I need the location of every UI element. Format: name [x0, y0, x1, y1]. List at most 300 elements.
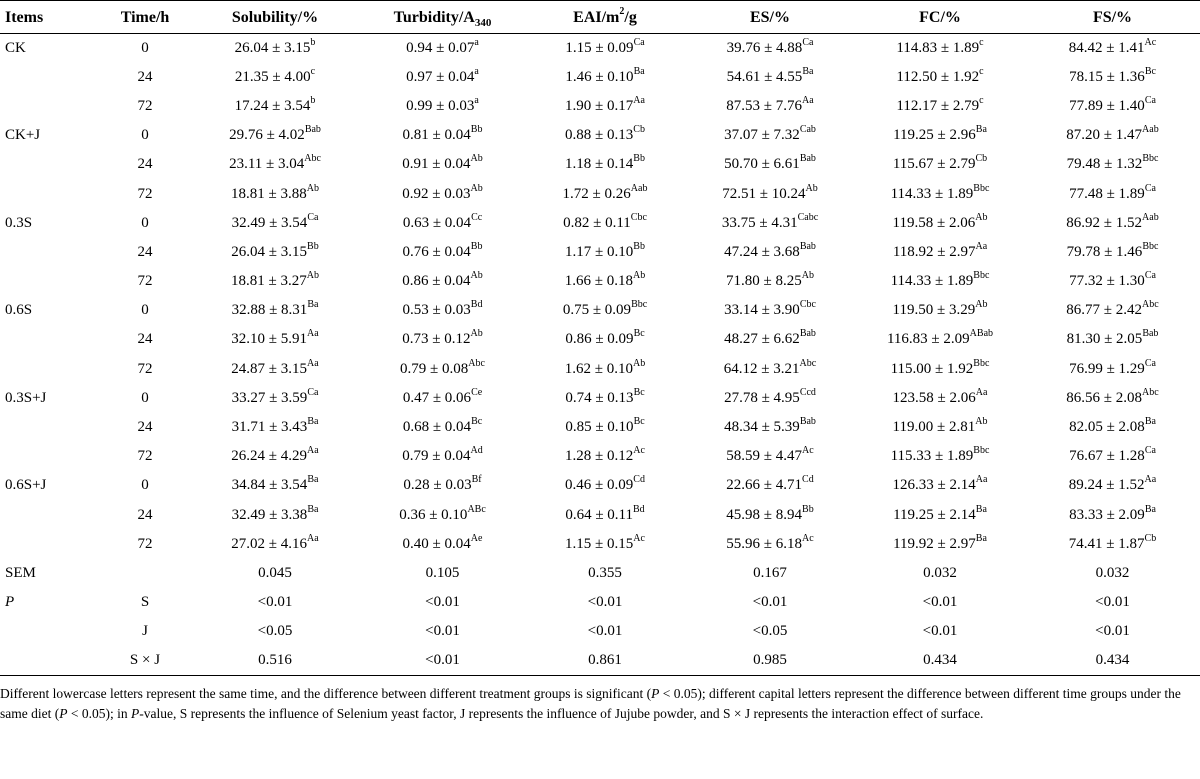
row-time: 24 — [137, 419, 153, 436]
cell-value: 0.97 ± 0.04 — [406, 68, 475, 85]
cell-fs — [1025, 296, 1200, 325]
table-row — [0, 238, 1200, 267]
cell-value: 1.15 ± 0.09 — [565, 39, 634, 56]
cell-eai — [525, 63, 685, 92]
cell-eai — [525, 34, 685, 63]
cell-letters: Ac — [1144, 36, 1157, 48]
table-row — [0, 63, 1200, 92]
cell-eai — [525, 92, 685, 121]
row-time: 0 — [141, 302, 149, 319]
cell-letters: Aa — [307, 328, 319, 340]
cell-eai — [525, 384, 685, 413]
row-item — [0, 501, 100, 530]
table-body — [0, 34, 1200, 676]
cell-value: 71.80 ± 8.25 — [726, 273, 802, 290]
cell-value: 0.91 ± 0.04 — [402, 156, 471, 173]
cell-letters: Ab — [470, 182, 483, 194]
header-fc: FC/% — [855, 1, 1025, 34]
cell-value: 114.33 ± 1.89 — [890, 273, 974, 290]
cell-letters: Bf — [471, 474, 482, 486]
cell-value: 0.86 ± 0.04 — [402, 273, 471, 290]
stats-fc: 0.032 — [923, 564, 957, 581]
cell-value: 0.76 ± 0.04 — [402, 243, 471, 260]
cell-value: 33.27 ± 3.59 — [231, 389, 308, 406]
cell-value: 32.49 ± 3.54 — [231, 214, 308, 231]
footnote-p3: P — [130, 706, 140, 721]
cell-fc — [855, 296, 1025, 325]
cell-solubility — [190, 209, 360, 238]
cell-turbidity — [360, 413, 525, 442]
cell-value: 89.24 ± 1.52 — [1068, 477, 1145, 494]
cell-fc — [855, 384, 1025, 413]
cell-value: 18.81 ± 3.27 — [231, 273, 307, 290]
row-time: 72 — [137, 185, 153, 202]
cell-letters: Aab — [1142, 211, 1159, 223]
cell-eai — [525, 325, 685, 354]
cell-value: 115.67 ± 2.79 — [892, 156, 976, 173]
cell-es — [685, 63, 855, 92]
cell-turbidity — [360, 150, 525, 179]
cell-solubility — [190, 150, 360, 179]
cell-letters: Aa — [975, 474, 988, 486]
cell-letters: Ca — [307, 211, 319, 223]
header-eai-main: EAI/m — [573, 8, 620, 26]
stats-row — [0, 617, 1200, 646]
cell-letters: Abc — [304, 153, 321, 165]
cell-letters: Ab — [633, 270, 646, 282]
cell-letters: Ab — [975, 211, 988, 223]
cell-value: 115.33 ± 1.89 — [890, 448, 974, 465]
cell-letters: c — [979, 36, 984, 48]
cell-letters: Bbc — [973, 182, 990, 194]
cell-value: 76.67 ± 1.28 — [1069, 448, 1145, 465]
cell-es — [685, 267, 855, 296]
cell-fs — [1025, 209, 1200, 238]
row-item: 0.6S — [5, 302, 33, 319]
stats-time: J — [142, 623, 148, 640]
cell-turbidity — [360, 121, 525, 150]
cell-letters: Ac — [802, 445, 814, 457]
cell-letters: ABab — [969, 328, 994, 340]
cell-letters: Abc — [1142, 386, 1159, 398]
header-fs: FS/% — [1025, 1, 1200, 34]
cell-value: 48.27 ± 6.62 — [724, 331, 800, 348]
cell-letters: Bab — [799, 240, 816, 252]
cell-fs — [1025, 501, 1200, 530]
cell-value: 0.92 ± 0.03 — [402, 185, 471, 202]
cell-value: 79.78 ± 1.46 — [1066, 243, 1143, 260]
cell-value: 22.66 ± 4.71 — [726, 477, 803, 494]
stats-es: 0.167 — [753, 564, 787, 581]
cell-fs — [1025, 530, 1200, 559]
cell-letters: Bab — [799, 416, 816, 428]
cell-value: 119.25 ± 2.96 — [893, 127, 976, 144]
cell-value: 64.12 ± 3.21 — [723, 360, 800, 377]
cell-letters: c — [979, 94, 984, 106]
cell-value: 0.63 ± 0.04 — [402, 214, 472, 231]
table-footnote — [0, 684, 1195, 724]
cell-value: 119.00 ± 2.81 — [892, 419, 976, 436]
cell-fc — [855, 413, 1025, 442]
cell-letters: Ba — [633, 65, 645, 77]
cell-turbidity — [360, 92, 525, 121]
cell-value: 87.20 ± 1.47 — [1066, 127, 1143, 144]
cell-fs — [1025, 238, 1200, 267]
cell-value: 86.77 ± 2.42 — [1066, 302, 1143, 319]
cell-eai — [525, 238, 685, 267]
cell-letters: Ac — [633, 445, 645, 457]
cell-value: 77.48 ± 1.89 — [1069, 185, 1145, 202]
cell-letters: Aa — [1144, 474, 1157, 486]
stats-turbidity: <0.01 — [360, 646, 525, 675]
cell-value: 0.28 ± 0.03 — [403, 477, 472, 494]
cell-solubility — [190, 442, 360, 471]
cell-letters: Bc — [633, 328, 645, 340]
cell-value: 77.89 ± 1.40 — [1069, 97, 1145, 114]
cell-letters: Aa — [307, 445, 319, 457]
cell-value: 55.96 ± 6.18 — [726, 535, 803, 552]
cell-letters: Aa — [975, 386, 988, 398]
cell-value: 27.78 ± 4.95 — [724, 389, 800, 406]
cell-fc — [855, 63, 1025, 92]
cell-letters: Ccd — [799, 386, 816, 398]
cell-value: 32.88 ± 8.31 — [231, 302, 308, 319]
cell-fc — [855, 501, 1025, 530]
cell-letters: Ac — [633, 532, 645, 544]
cell-letters: Bc — [471, 416, 483, 428]
cell-value: 0.81 ± 0.04 — [402, 127, 471, 144]
stats-solubility: <0.05 — [257, 623, 293, 640]
stats-solubility: 0.516 — [190, 646, 360, 675]
cell-es — [685, 121, 855, 150]
cell-value: 1.72 ± 0.26 — [562, 185, 631, 202]
cell-value: 0.79 ± 0.04 — [402, 448, 471, 465]
cell-solubility — [190, 413, 360, 442]
cell-value: 0.74 ± 0.13 — [565, 389, 634, 406]
row-item — [0, 442, 100, 471]
cell-value: 39.76 ± 4.88 — [726, 39, 803, 56]
cell-letters: Ca — [1144, 445, 1156, 457]
cell-value: 0.46 ± 0.09 — [565, 477, 634, 494]
row-item — [0, 238, 100, 267]
cell-es — [685, 238, 855, 267]
cell-letters: Bab — [799, 153, 816, 165]
cell-es — [685, 150, 855, 179]
cell-letters: Bbc — [1142, 153, 1159, 165]
table-row — [0, 501, 1200, 530]
stats-eai: 0.861 — [525, 646, 685, 675]
cell-solubility — [190, 92, 360, 121]
cell-value: 83.33 ± 2.09 — [1069, 506, 1145, 523]
cell-fc — [855, 355, 1025, 384]
cell-letters: Cc — [471, 211, 483, 223]
cell-eai — [525, 413, 685, 442]
stats-row — [0, 646, 1200, 675]
cell-fs — [1025, 121, 1200, 150]
cell-value: 32.49 ± 3.38 — [231, 506, 308, 523]
cell-letters: Bc — [1144, 65, 1156, 77]
cell-turbidity — [360, 530, 525, 559]
cell-eai — [525, 267, 685, 296]
cell-fs — [1025, 442, 1200, 471]
stats-fc: 0.434 — [855, 646, 1025, 675]
stats-time: S — [140, 594, 150, 611]
cell-value: 26.04 ± 3.15 — [231, 243, 308, 260]
cell-letters: Bab — [304, 124, 321, 136]
table-row — [0, 92, 1200, 121]
cell-value: 77.32 ± 1.30 — [1069, 273, 1145, 290]
cell-letters: Abc — [1142, 299, 1159, 311]
cell-value: 119.50 ± 3.29 — [892, 302, 976, 319]
cell-letters: Aa — [633, 94, 645, 106]
cell-turbidity — [360, 442, 525, 471]
cell-turbidity — [360, 34, 525, 63]
row-time: 72 — [137, 535, 153, 552]
footnote-part1: Different lowercase letters represent the same time, and the difference between different treatment groups is significant ( — [0, 686, 652, 701]
cell-letters: Ba — [307, 299, 319, 311]
header-turbidity-sub: 340 — [474, 16, 492, 29]
cell-letters: Cb — [1144, 532, 1157, 544]
stats-es: 0.985 — [685, 646, 855, 675]
cell-letters: Ba — [975, 532, 987, 544]
cell-letters: Abc — [799, 357, 817, 369]
row-item: 0.3S+J — [5, 389, 47, 406]
stats-fs: 0.032 — [1095, 564, 1130, 581]
cell-solubility — [190, 63, 360, 92]
cell-es — [685, 92, 855, 121]
cell-letters: Ab — [801, 270, 814, 282]
cell-value: 0.40 ± 0.04 — [402, 535, 471, 552]
stats-fs: 0.434 — [1025, 646, 1200, 675]
cell-letters: Ba — [307, 503, 319, 515]
cell-letters: Bc — [633, 416, 645, 428]
cell-fc — [855, 34, 1025, 63]
cell-letters: Ba — [802, 65, 814, 77]
stats-turbidity: 0.105 — [425, 564, 460, 581]
stats-fc: <0.01 — [922, 623, 958, 640]
cell-letters: Bab — [799, 328, 816, 340]
cell-letters: Cb — [975, 153, 988, 165]
stats-item — [0, 617, 100, 646]
table-row — [0, 471, 1200, 500]
cell-fs — [1025, 267, 1200, 296]
cell-turbidity — [360, 471, 525, 500]
cell-letters: Bb — [633, 153, 645, 165]
cell-eai — [525, 150, 685, 179]
cell-letters: Ab — [975, 299, 988, 311]
cell-letters: Ab — [470, 270, 483, 282]
cell-value: 86.56 ± 2.08 — [1066, 389, 1143, 406]
row-time: 0 — [141, 39, 149, 56]
cell-fc — [855, 325, 1025, 354]
cell-value: 0.99 ± 0.03 — [406, 97, 475, 114]
stats-item: P — [5, 594, 15, 611]
cell-fc — [855, 267, 1025, 296]
cell-letters: Bab — [1142, 328, 1159, 340]
cell-value: 21.35 ± 4.00 — [234, 68, 311, 85]
cell-letters: Cb — [633, 124, 645, 136]
cell-letters: Bb — [470, 240, 483, 252]
cell-solubility — [190, 238, 360, 267]
cell-letters: Bbc — [973, 357, 990, 369]
cell-fs — [1025, 179, 1200, 208]
cell-value: 17.24 ± 3.54 — [234, 97, 311, 114]
stats-fc: <0.01 — [922, 594, 958, 611]
cell-letters: Ca — [1144, 182, 1156, 194]
row-time: 24 — [137, 68, 153, 85]
cell-letters: Cabc — [797, 211, 819, 223]
cell-letters: Abc — [468, 357, 485, 369]
row-item — [0, 92, 100, 121]
cell-letters: Ab — [306, 270, 319, 282]
cell-value: 112.17 ± 2.79 — [896, 97, 980, 114]
row-time: 24 — [137, 331, 153, 348]
cell-letters: Bd — [470, 299, 483, 311]
row-item — [0, 413, 100, 442]
cell-letters: Cab — [799, 124, 816, 136]
cell-letters: Ce — [471, 386, 483, 398]
cell-letters: Ca — [1144, 270, 1156, 282]
table-row — [0, 209, 1200, 238]
cell-value: 0.36 ± 0.10 — [399, 506, 468, 523]
cell-fc — [855, 121, 1025, 150]
cell-fs — [1025, 325, 1200, 354]
row-item: 0.6S+J — [5, 477, 47, 494]
cell-fc — [855, 150, 1025, 179]
cell-letters: a — [474, 65, 479, 77]
cell-letters: Bb — [633, 240, 645, 252]
cell-value: 116.83 ± 2.09 — [886, 331, 970, 348]
footnote-p2: P — [59, 706, 68, 721]
cell-letters: Ca — [1144, 357, 1156, 369]
cell-letters: Aa — [975, 240, 988, 252]
cell-eai — [525, 442, 685, 471]
row-time: 72 — [137, 97, 153, 114]
table-row — [0, 179, 1200, 208]
cell-eai — [525, 501, 685, 530]
cell-value: 33.14 ± 3.90 — [724, 302, 800, 319]
cell-value: 1.18 ± 0.14 — [565, 156, 634, 173]
cell-letters: Ab — [633, 357, 646, 369]
cell-letters: Bbc — [973, 445, 990, 457]
table-row — [0, 121, 1200, 150]
cell-eai — [525, 530, 685, 559]
stats-row — [0, 588, 1200, 617]
cell-value: 1.15 ± 0.15 — [565, 535, 634, 552]
stats-es: <0.01 — [752, 594, 788, 611]
stats-eai: <0.01 — [587, 594, 623, 611]
cell-letters: Ab — [470, 328, 483, 340]
cell-value: 72.51 ± 10.24 — [722, 185, 806, 202]
cell-eai — [525, 355, 685, 384]
cell-letters: Bb — [802, 503, 814, 515]
cell-fs — [1025, 63, 1200, 92]
cell-letters: Ca — [633, 36, 645, 48]
cell-value: 112.50 ± 1.92 — [896, 68, 980, 85]
cell-es — [685, 209, 855, 238]
row-item: 0.3S — [5, 214, 33, 231]
stats-time: S × J — [100, 646, 190, 675]
cell-value: 47.24 ± 3.68 — [724, 243, 800, 260]
table-row — [0, 325, 1200, 354]
cell-value: 119.58 ± 2.06 — [892, 214, 976, 231]
row-time: 24 — [137, 243, 153, 260]
stats-fs: <0.01 — [1095, 594, 1130, 611]
header-es: ES/% — [685, 1, 855, 34]
cell-fc — [855, 209, 1025, 238]
row-time: 0 — [141, 214, 149, 231]
cell-value: 78.15 ± 1.36 — [1069, 68, 1145, 85]
header-row — [0, 1, 1200, 34]
cell-letters: Ae — [470, 532, 483, 544]
cell-value: 31.71 ± 3.43 — [231, 419, 308, 436]
cell-letters: Ba — [307, 416, 319, 428]
cell-letters: Ba — [975, 124, 987, 136]
cell-fs — [1025, 355, 1200, 384]
cell-letters: Bb — [307, 240, 319, 252]
cell-letters: Ac — [802, 532, 814, 544]
cell-letters: b — [310, 94, 316, 106]
cell-value: 115.00 ± 1.92 — [890, 360, 974, 377]
cell-solubility — [190, 355, 360, 384]
header-turbidity — [360, 1, 525, 34]
cell-value: 18.81 ± 3.88 — [231, 185, 307, 202]
cell-value: 26.24 ± 4.29 — [231, 448, 308, 465]
cell-letters: Ab — [975, 416, 988, 428]
cell-eai — [525, 121, 685, 150]
cell-solubility — [190, 296, 360, 325]
cell-value: 0.79 ± 0.08 — [400, 360, 469, 377]
stats-row — [0, 559, 1200, 588]
cell-fs — [1025, 34, 1200, 63]
cell-value: 54.61 ± 4.55 — [726, 68, 803, 85]
cell-value: 119.92 ± 2.97 — [893, 535, 976, 552]
cell-fc — [855, 92, 1025, 121]
table-row — [0, 355, 1200, 384]
cell-letters: Bc — [633, 386, 645, 398]
cell-es — [685, 34, 855, 63]
cell-turbidity — [360, 325, 525, 354]
cell-letters: c — [979, 65, 984, 77]
cell-value: 123.58 ± 2.06 — [892, 389, 976, 406]
cell-value: 32.10 ± 5.91 — [231, 331, 308, 348]
cell-value: 0.75 ± 0.09 — [562, 302, 632, 319]
cell-value: 79.48 ± 1.32 — [1066, 156, 1143, 173]
cell-letters: Ca — [802, 36, 814, 48]
cell-value: 114.83 ± 1.89 — [896, 39, 980, 56]
footnote-part4: -value, S represents the influence of Selenium yeast factor, J represents the influence of Jujube powder, and S × J represents the interaction effect of surface. — [139, 706, 984, 721]
row-item — [0, 63, 100, 92]
stats-solubility: 0.045 — [258, 564, 292, 581]
row-time: 72 — [137, 448, 153, 465]
table-row — [0, 384, 1200, 413]
cell-value: 1.17 ± 0.10 — [565, 243, 634, 260]
cell-value: 1.66 ± 0.18 — [564, 273, 633, 290]
cell-solubility — [190, 179, 360, 208]
table-row — [0, 296, 1200, 325]
table-row — [0, 530, 1200, 559]
cell-es — [685, 530, 855, 559]
cell-turbidity — [360, 267, 525, 296]
cell-value: 0.64 ± 0.11 — [565, 506, 633, 523]
cell-value: 87.53 ± 7.76 — [726, 97, 803, 114]
cell-turbidity — [360, 296, 525, 325]
cell-value: 126.33 ± 2.14 — [892, 477, 976, 494]
cell-letters: Ab — [306, 182, 319, 194]
cell-value: 1.90 ± 0.17 — [565, 97, 634, 114]
stats-time — [100, 559, 190, 588]
cell-letters: Ba — [1144, 416, 1156, 428]
